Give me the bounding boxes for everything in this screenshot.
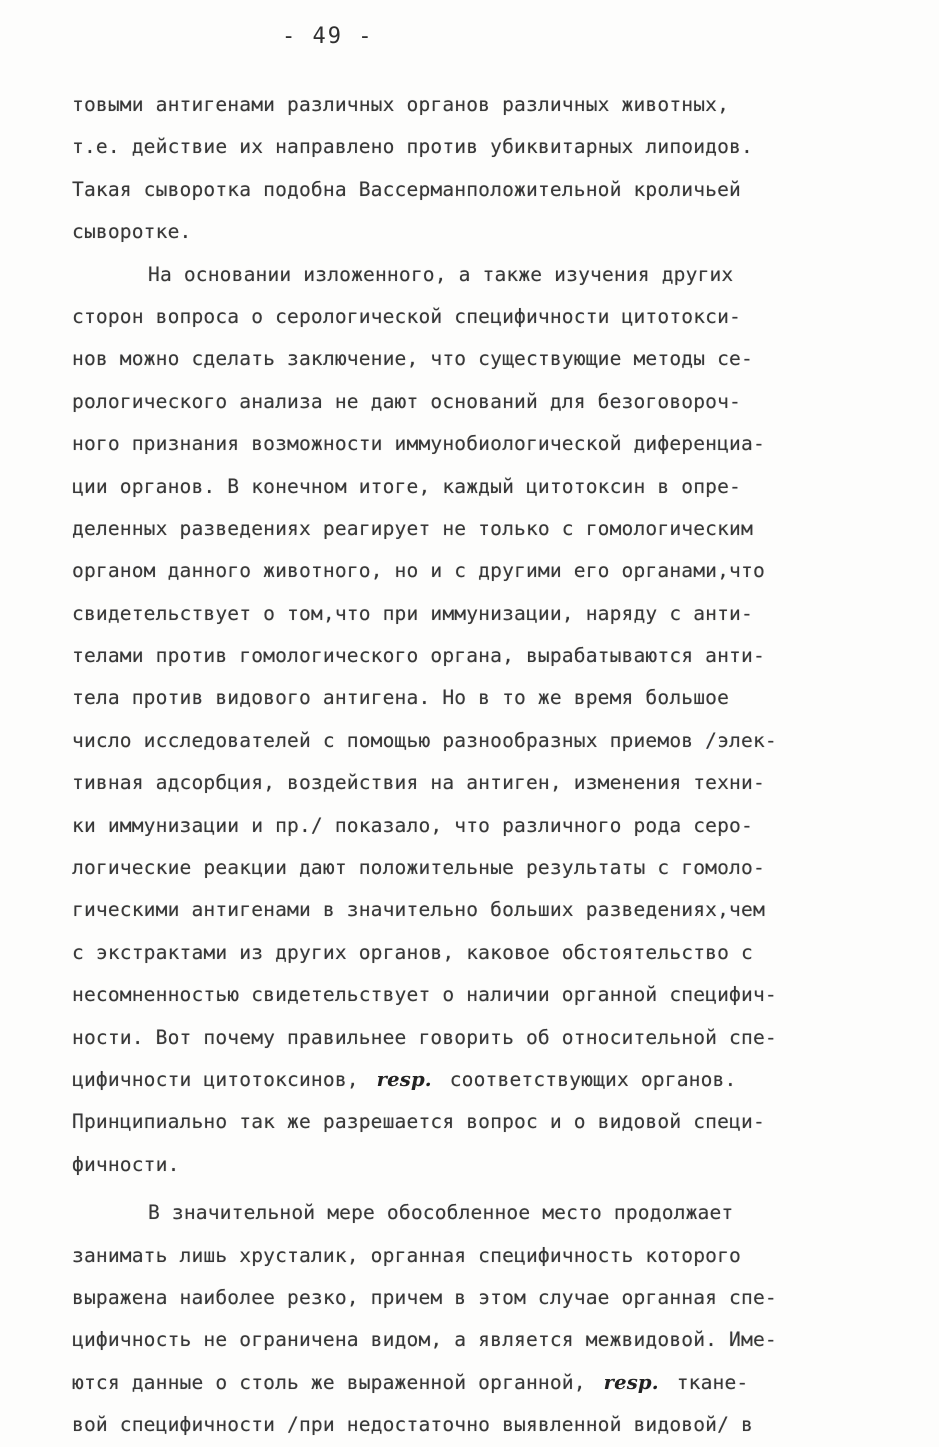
text-line: сыворотке. <box>72 220 192 244</box>
text-line: тивная адсорбция, воздействия на антиген, изменения техни- <box>72 771 765 795</box>
text-line: свидетельствует о том,что при иммунизации, наряду с анти- <box>72 601 753 625</box>
text-line: Такая сыворотка подобна Вассерманположительной кроличьей <box>72 177 741 201</box>
text-line: органом данного животного, но и с другими его органами,что <box>72 559 765 583</box>
text-line: с экстрактами из других органов, каковое обстоятельство с <box>72 940 753 964</box>
text-line: ного признания возможности иммунобиологической диференциа- <box>72 432 765 456</box>
text-line: рологического анализа не дают оснований для безоговороч- <box>72 389 741 413</box>
text-line: гическими антигенами в значительно больших разведениях,чем <box>72 898 765 922</box>
text-line: вой специфичности /при недостаточно выявленной видовой/ в <box>72 1413 753 1437</box>
text-line: число исследователей с помощью разнообразных приемов /элек- <box>72 728 777 752</box>
text-line: ции органов. В конечном итоге, каждый цитотоксин в опре- <box>72 474 741 498</box>
text-line: логические реакции дают положительные результаты с гомоло- <box>72 856 765 880</box>
text-line-with-handwriting <box>72 1059 872 1101</box>
text-line: занимать лишь хрусталик, органная специфичность которого <box>72 1243 741 1267</box>
text-line: несомненностью свидетельствует о наличии органной специфич- <box>72 983 777 1007</box>
line-text-before: цифичности цитотоксинов, <box>72 1067 371 1091</box>
text-line-with-handwriting <box>72 1362 872 1404</box>
text-line: фичности. <box>72 1152 180 1176</box>
text-line: товыми антигенами различных органов различных животных, <box>72 93 730 116</box>
text-line: ки иммунизации и пр./ показало, что различного рода серо- <box>72 813 753 837</box>
text-line: сторон вопроса о серологической специфичности цитотокси- <box>72 304 741 328</box>
body-text <box>72 84 872 1447</box>
text-line: нов можно сделать заключение, что существующие методы се- <box>72 347 753 371</box>
line-text-after: соответствующих органов. <box>437 1067 737 1091</box>
text-line: телами против гомологического органа, вырабатываются анти- <box>72 644 765 668</box>
line-text-before: ются данные о столь же выраженной органной, <box>72 1370 598 1394</box>
paragraph-start-line: В значительной мере обособленное место продолжает <box>148 1201 734 1225</box>
handwritten-resp: resp. <box>376 1067 432 1091</box>
handwritten-resp: resp. <box>603 1370 659 1394</box>
text-line: тела против видового антигена. Но в то же время большое <box>72 686 730 710</box>
text-line: цифичность не ограничена видом, а является межвидовой. Име- <box>72 1328 777 1352</box>
paragraph-start-line: На основании изложенного, а также изучения других <box>148 262 734 286</box>
text-line: деленных разведениях реагирует не только с гомологическим <box>72 516 753 540</box>
text-line: т.е. действие их направлено против убиквитарных липоидов. <box>72 135 753 159</box>
text-line: Принципиально так же разрешается вопрос и о видовой специ- <box>72 1110 765 1134</box>
line-text-after: ткане- <box>664 1370 749 1394</box>
text-line: выражена наиболее резко, причем в этом случае органная спе- <box>72 1285 777 1309</box>
text-line: ности. Вот почему правильнее говорить об относительной спе- <box>72 1025 777 1049</box>
page-number: - 49 - <box>282 24 374 49</box>
